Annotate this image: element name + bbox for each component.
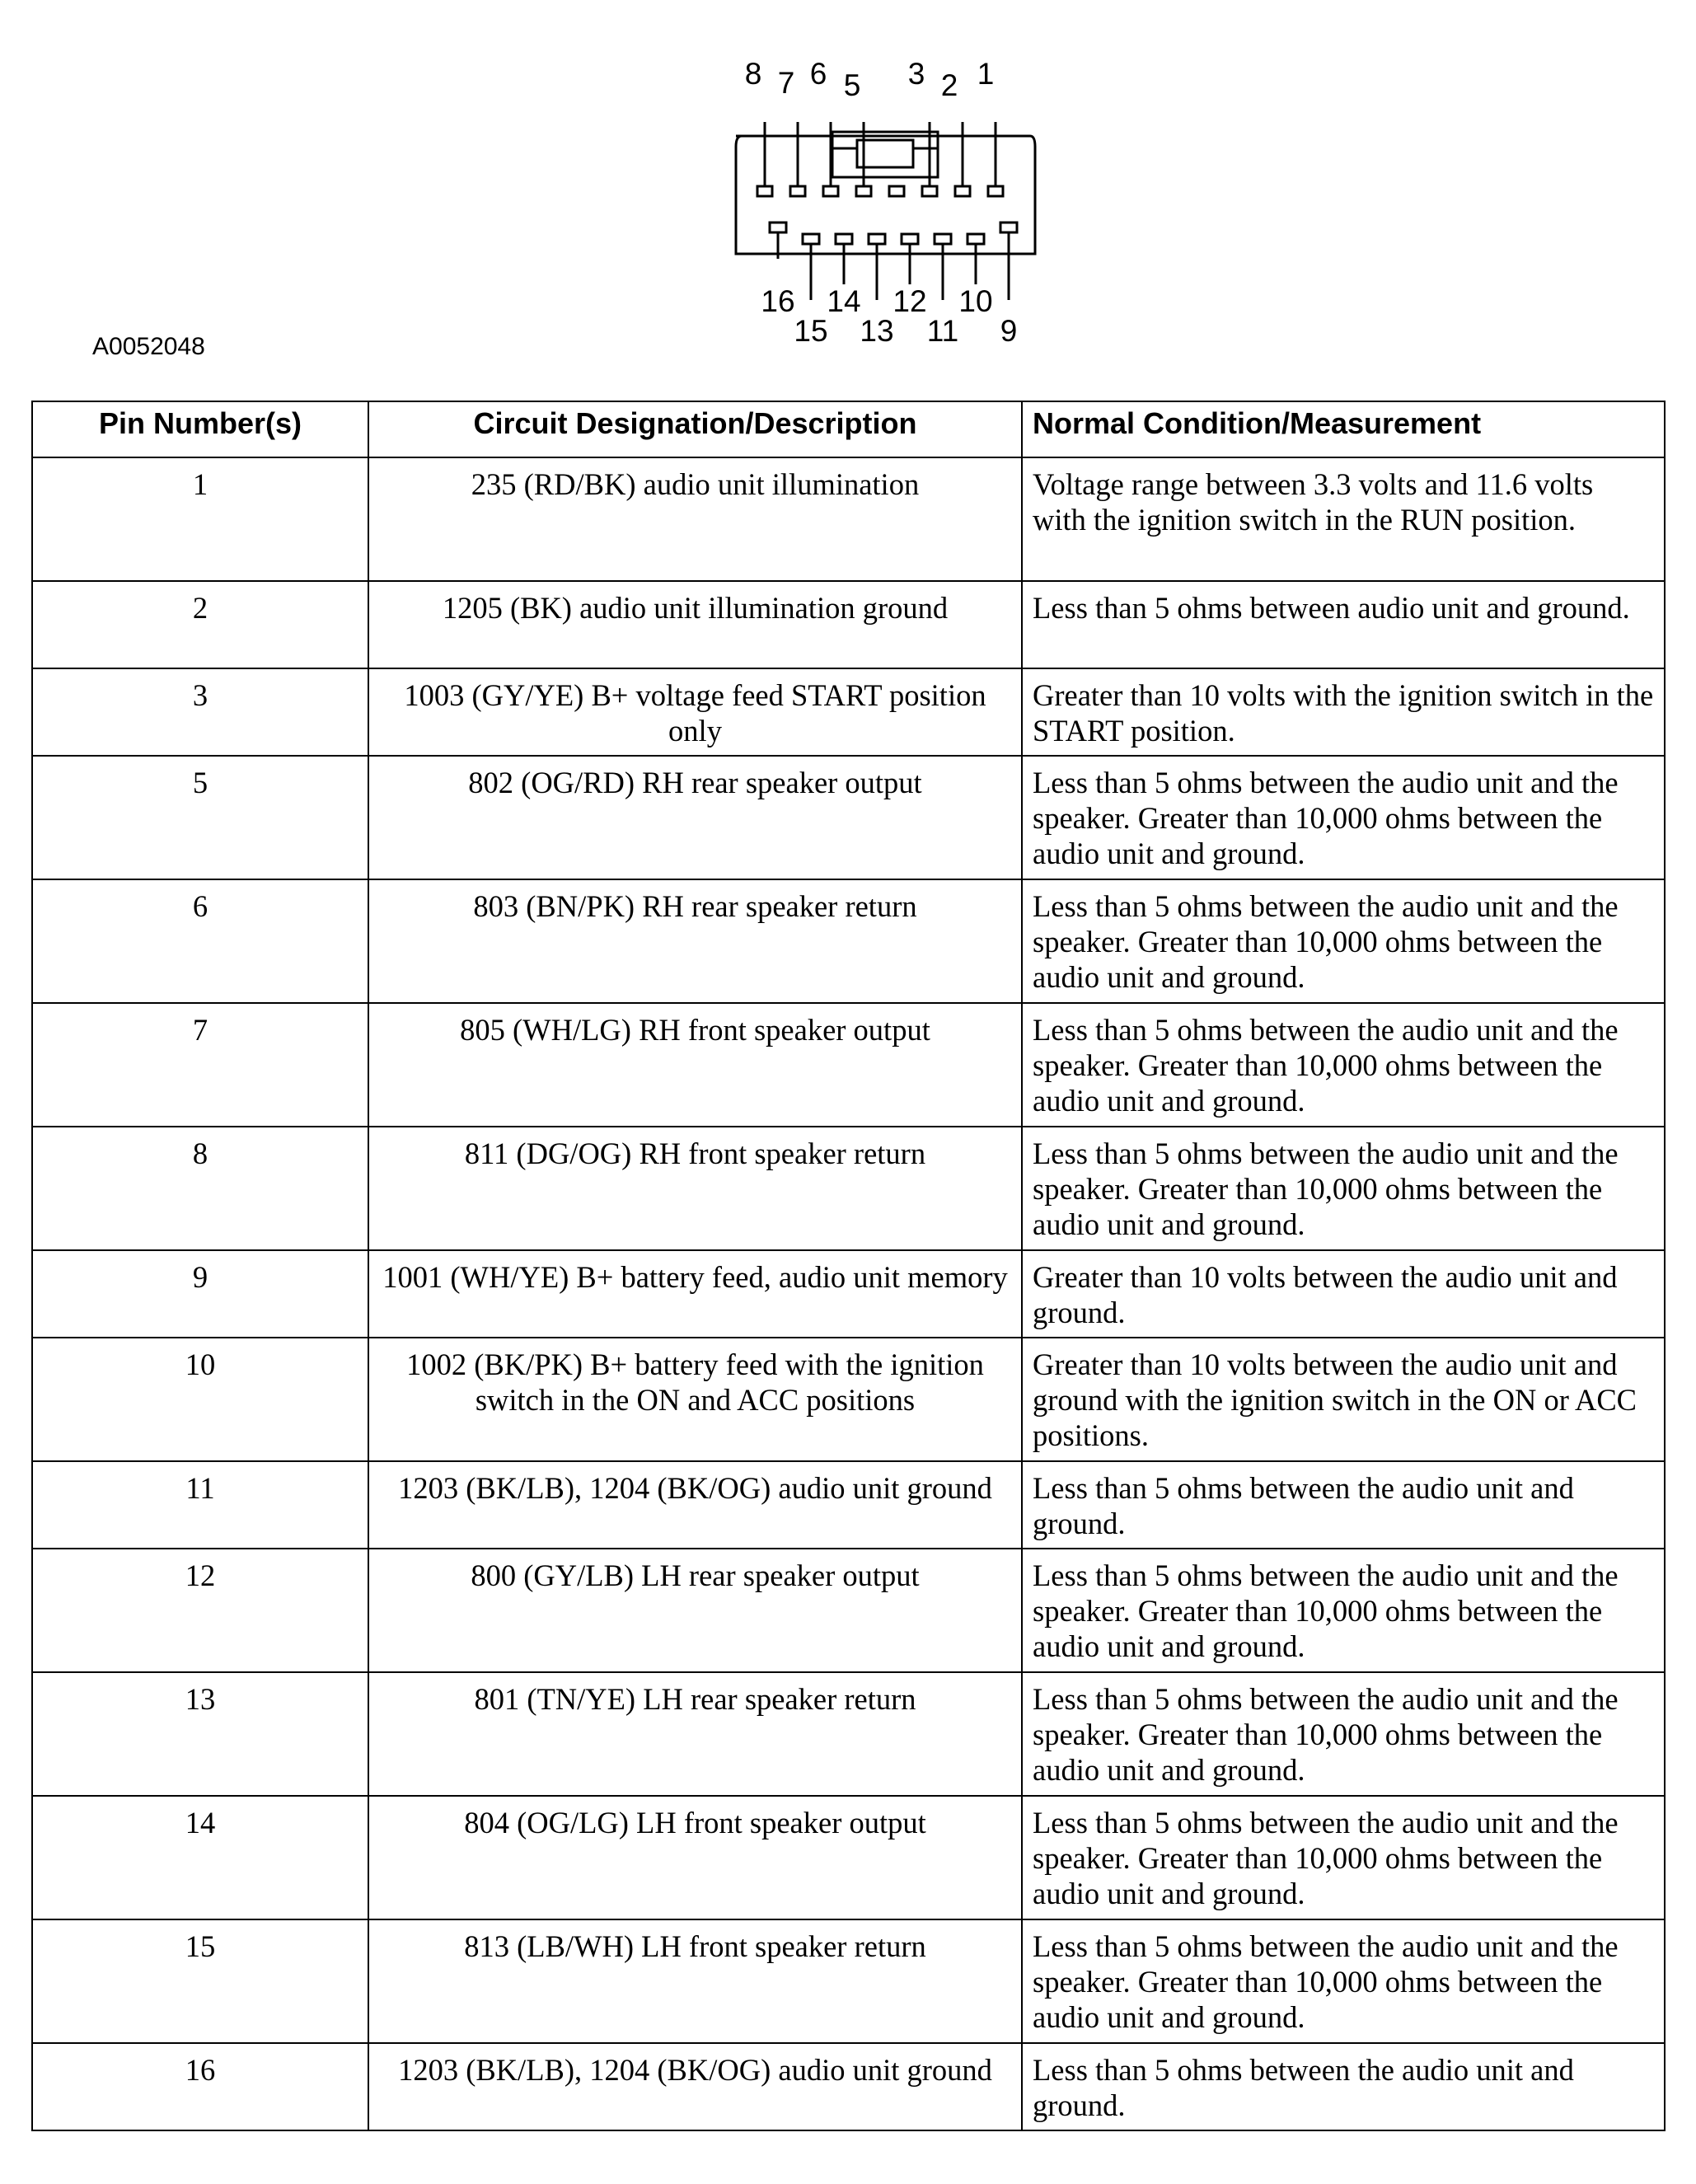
- condition-cell: Less than 5 ohms between the audio unit and ground.: [1022, 2043, 1665, 2130]
- bottom-pin-label: 9: [1000, 314, 1018, 348]
- connector-latch: [832, 132, 938, 177]
- pin-cavity: [823, 186, 838, 196]
- connector-latch-inner: [857, 140, 913, 167]
- pin-number-cell: 1: [32, 457, 368, 581]
- pin-cavity: [922, 186, 937, 196]
- pin-cavity: [988, 186, 1003, 196]
- header-pin-number: Pin Number(s): [32, 401, 368, 457]
- pin-cavity: [770, 223, 786, 232]
- condition-cell: Greater than 10 volts with the ignition switch in the START position.: [1022, 668, 1665, 756]
- connector-diagram: [0, 0, 1696, 363]
- circuit-cell: 813 (LB/WH) LH front speaker return: [368, 1919, 1022, 2043]
- pin-number-cell: 15: [32, 1919, 368, 2043]
- top-pin-label: 6: [809, 57, 827, 91]
- table-row: [32, 581, 1665, 668]
- pin-cavity: [869, 234, 885, 244]
- circuit-cell: 800 (GY/LB) LH rear speaker output: [368, 1549, 1022, 1672]
- pin-number-cell: 7: [32, 1003, 368, 1127]
- pin-cavity: [935, 234, 951, 244]
- top-pin-label: 1: [977, 57, 995, 91]
- pin-cavity: [889, 186, 904, 196]
- pin-cavity: [902, 234, 918, 244]
- circuit-cell: 805 (WH/LG) RH front speaker output: [368, 1003, 1022, 1127]
- circuit-cell: 1203 (BK/LB), 1204 (BK/OG) audio unit ground: [368, 1461, 1022, 1549]
- condition-cell: Greater than 10 volts between the audio unit and ground with the ignition switch in the ON or ACC positions.: [1022, 1338, 1665, 1461]
- pin-number-cell: 10: [32, 1338, 368, 1461]
- table-row: [32, 1796, 1665, 1919]
- circuit-cell: 235 (RD/BK) audio unit illumination: [368, 457, 1022, 581]
- top-pin-label: 7: [777, 66, 795, 100]
- condition-cell: Less than 5 ohms between the audio unit and the speaker. Greater than 10,000 ohms between the audio unit and ground.: [1022, 1672, 1665, 1796]
- bottom-pin-label: 14: [827, 284, 861, 318]
- table-row: [32, 1672, 1665, 1796]
- pin-number-cell: 16: [32, 2043, 368, 2130]
- table-row: [32, 1127, 1665, 1250]
- circuit-cell: 802 (OG/RD) RH rear speaker output: [368, 756, 1022, 879]
- table-header-row: [32, 401, 1665, 457]
- header-condition: Normal Condition/Measurement: [1022, 401, 1665, 457]
- pin-number-cell: 11: [32, 1461, 368, 1549]
- circuit-cell: 1203 (BK/LB), 1204 (BK/OG) audio unit ground: [368, 2043, 1022, 2130]
- bottom-pin-label: 16: [761, 284, 795, 318]
- condition-cell: Less than 5 ohms between the audio unit and the speaker. Greater than 10,000 ohms between the audio unit and ground.: [1022, 756, 1665, 879]
- circuit-cell: 801 (TN/YE) LH rear speaker return: [368, 1672, 1022, 1796]
- circuit-cell: 811 (DG/OG) RH front speaker return: [368, 1127, 1022, 1250]
- circuit-cell: 804 (OG/LG) LH front speaker output: [368, 1796, 1022, 1919]
- condition-cell: Less than 5 ohms between the audio unit and the speaker. Greater than 10,000 ohms between the audio unit and ground.: [1022, 1003, 1665, 1127]
- bottom-pin-label: 13: [860, 314, 894, 348]
- top-pin-label: 8: [744, 57, 762, 91]
- table-row: [32, 2043, 1665, 2130]
- condition-cell: Less than 5 ohms between the audio unit and the speaker. Greater than 10,000 ohms between the audio unit and ground.: [1022, 1127, 1665, 1250]
- pin-number-cell: 2: [32, 581, 368, 668]
- table-row: [32, 1919, 1665, 2043]
- table-row: [32, 1338, 1665, 1461]
- table-row: [32, 756, 1665, 879]
- connector-face-drawing: [0, 0, 1696, 363]
- condition-cell: Voltage range between 3.3 volts and 11.6 volts with the ignition switch in the RUN position.: [1022, 457, 1665, 581]
- bottom-pin-label: 15: [794, 314, 828, 348]
- pin-number-cell: 14: [32, 1796, 368, 1919]
- table-row: [32, 1003, 1665, 1127]
- table-row: [32, 668, 1665, 756]
- top-pin-label: 5: [843, 68, 861, 102]
- bottom-pin-label: 12: [893, 284, 927, 318]
- condition-cell: Less than 5 ohms between the audio unit and the speaker. Greater than 10,000 ohms between the audio unit and ground.: [1022, 1919, 1665, 2043]
- condition-cell: Less than 5 ohms between the audio unit and the speaker. Greater than 10,000 ohms between the audio unit and ground.: [1022, 1549, 1665, 1672]
- circuit-cell: 803 (BN/PK) RH rear speaker return: [368, 879, 1022, 1003]
- pin-cavity: [790, 186, 805, 196]
- pin-cavity: [757, 186, 772, 196]
- condition-cell: Less than 5 ohms between the audio unit and ground.: [1022, 1461, 1665, 1549]
- pin-number-cell: 6: [32, 879, 368, 1003]
- condition-cell: Less than 5 ohms between audio unit and ground.: [1022, 581, 1665, 668]
- pin-number-cell: 8: [32, 1127, 368, 1250]
- pin-number-cell: 9: [32, 1250, 368, 1338]
- condition-cell: Less than 5 ohms between the audio unit and the speaker. Greater than 10,000 ohms between the audio unit and ground.: [1022, 1796, 1665, 1919]
- pin-number-cell: 3: [32, 668, 368, 756]
- table-row: [32, 1461, 1665, 1549]
- pinout-table: [31, 401, 1666, 2131]
- circuit-cell: 1002 (BK/PK) B+ battery feed with the ignition switch in the ON and ACC positions: [368, 1338, 1022, 1461]
- header-circuit: Circuit Designation/Description: [368, 401, 1022, 457]
- circuit-cell: 1001 (WH/YE) B+ battery feed, audio unit memory: [368, 1250, 1022, 1338]
- pin-number-cell: 12: [32, 1549, 368, 1672]
- pin-cavity: [1000, 223, 1017, 232]
- circuit-cell: 1003 (GY/YE) B+ voltage feed START position only: [368, 668, 1022, 756]
- bottom-pin-label: 11: [926, 314, 959, 348]
- pin-cavity: [803, 234, 819, 244]
- top-pin-label: 3: [907, 57, 925, 91]
- top-pin-label: 2: [940, 68, 958, 102]
- pin-number-cell: 13: [32, 1672, 368, 1796]
- table-row: [32, 879, 1665, 1003]
- pin-cavity: [836, 234, 852, 244]
- circuit-cell: 1205 (BK) audio unit illumination ground: [368, 581, 1022, 668]
- pin-cavity: [856, 186, 871, 196]
- condition-cell: Less than 5 ohms between the audio unit and the speaker. Greater than 10,000 ohms between the audio unit and ground.: [1022, 879, 1665, 1003]
- table-row: [32, 457, 1665, 581]
- pin-number-cell: 5: [32, 756, 368, 879]
- figure-id: A0052048: [92, 333, 205, 360]
- pin-cavity: [967, 234, 984, 244]
- table-row: [32, 1250, 1665, 1338]
- pin-cavity: [955, 186, 970, 196]
- table-row: [32, 1549, 1665, 1672]
- condition-cell: Greater than 10 volts between the audio unit and ground.: [1022, 1250, 1665, 1338]
- bottom-pin-label: 10: [958, 284, 993, 318]
